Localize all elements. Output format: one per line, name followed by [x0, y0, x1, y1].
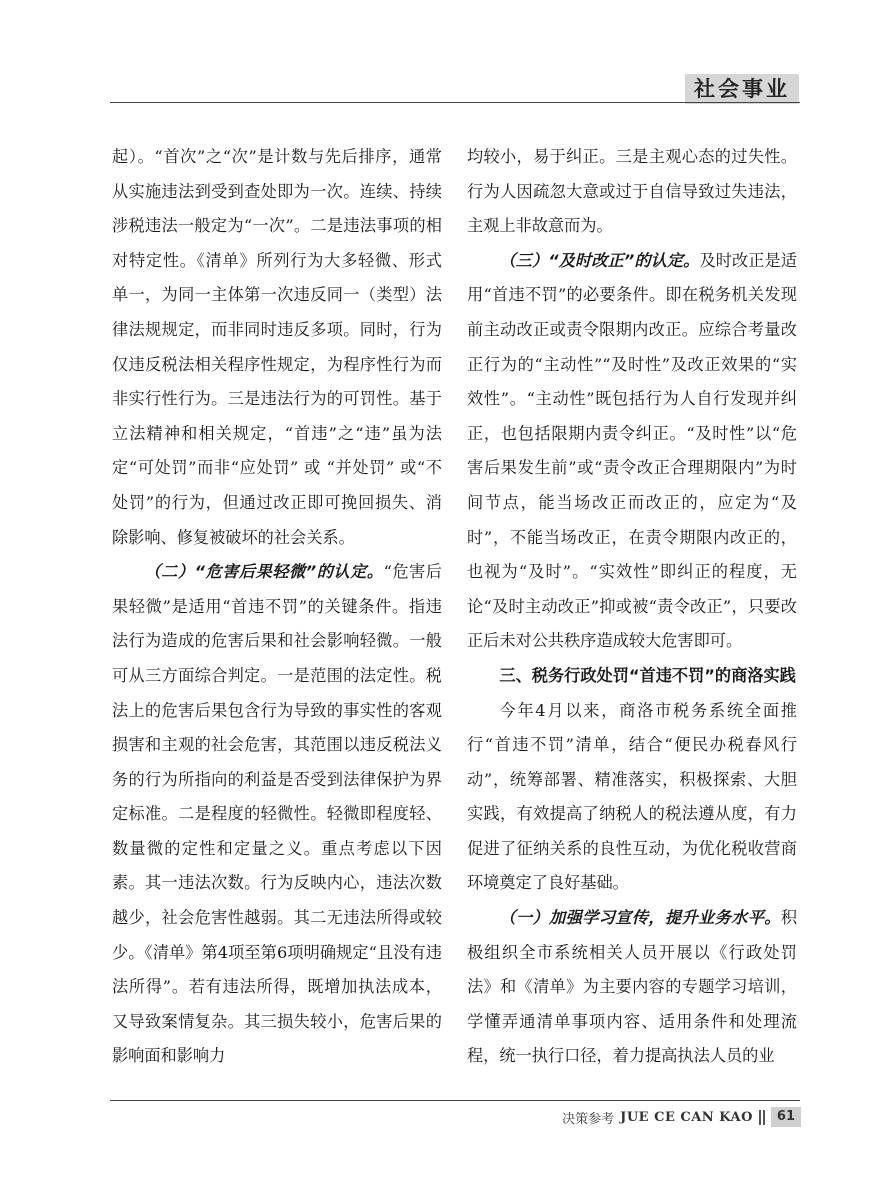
subsection-heading: （一）加强学习宣传，提升业务水平。 [499, 908, 781, 928]
left-column [112, 140, 442, 1074]
footer-rule [110, 1100, 800, 1101]
paragraph: 今年4月以来，商洛市税务系统全面推行“首违不罚”清单，结合“便民办税春风行动”，统筹部署、精准落实，积极探索、大胆实践，有效提高了纳税人的税法遵从度，有力促进了征纳关系的良性互动，为优化税收营商环境奠定了良好基础。 [467, 700, 797, 893]
paragraph-body: “危害后果轻微”是适用“首违不罚”的关键条件。指违法行为造成的危害后果和社会影响轻微。一般可从三方面综合判定。一是范围的法定性。税法上的危害后果包含行为导致的事实性的客观损害和主观的社会危害，其范围以违反税法义务的行为所指向的利益是否受到法律保护为界定标准。二是程度的轻微性。轻微即程度轻、数量微的定性和定量之义。重点考虑以下因素。其一违法次数。行为反映内心，违法次数越少，社会危害性越弱。其二无违法所得或较少。《清单》第4项至第6项明确规定“且没有违法所得”。若有违法所得，既增加执法成本，又导致案情复杂。其三损失较小，危害后果的影响面和影响力 [112, 562, 442, 1066]
subsection-heading: （二）“危害后果轻微”的认定。 [144, 562, 384, 582]
paragraph-body: 及时改正是适用“首违不罚”的必要条件。即在税务机关发现前主动改正或责令限期内改正。应综合考量改正行为的“主动性”“及时性”及改正效果的“实效性”。“主动性”既包括行为人自行发现并纠正，也包括限期内责令纠正。“及时性”以“危害后果发生前”或“责令改正合理期限内”为时间节点，能当场改正而改正的，应定为“及时”，不能当场改正，在责令期限内改正的，也视为“及时”。“实效性”即纠正的程度，无论“及时主动改正”抑或被“责令改正”，只要改正后未对公共秩序造成较大危害即可。 [467, 250, 797, 651]
header-rule [110, 102, 800, 103]
paragraph: 起）。“首次”之“次”是计数与先后排序，通常从实施违法到受到查处即为一次。连续、持续涉税违法一般定为“一次”。二是违法事项的相对特定性。《清单》所列行为大多轻微、形式单一，为同一主体第一次违反同一（类型）法律法规规定，而非同时违反多项。同时，行为仅违反税法相关程序性规定，为程序性行为而非实行性行为。三是违法行为的可罚性。基于立法精神和相关规定，“首违”之“违”虽为法定“可处罚”而非“应处罚” 或 “并处罚” 或“不处罚”的行为，但通过改正即可挽回损失、消除影响、修复被破坏的社会关系。 [112, 147, 442, 547]
divider-bars [759, 1110, 765, 1125]
journal-name-cn: 决策参考 [562, 1111, 615, 1127]
paragraph [467, 244, 797, 659]
journal-name-en: JUE CE CAN KAO [620, 1109, 753, 1125]
paragraph [467, 901, 797, 1074]
section-heading: 三、税务行政处罚“首违不罚”的商洛实践 [499, 665, 796, 685]
paragraph-body: 积极组织全市系统相关人员开展以《行政处罚法》和《清单》为主要内容的专题学习培训，学懂弄通清单事项内容、适用条件和处理流程，统一执行口径，着力提高执法人员的业 [467, 908, 797, 1066]
paragraph [112, 555, 442, 1074]
subsection-heading: （三）“及时改正”的认定。 [499, 250, 700, 270]
right-column [467, 140, 797, 1074]
page-footer [562, 1106, 801, 1128]
paragraph: 均较小，易于纠正。三是主观心态的过失性。行为人因疏忽大意或过于自信导致过失违法，主观上非故意而为。 [467, 147, 797, 236]
page-number: 61 [771, 1107, 801, 1127]
section-tag: 社会事业 [685, 74, 799, 104]
